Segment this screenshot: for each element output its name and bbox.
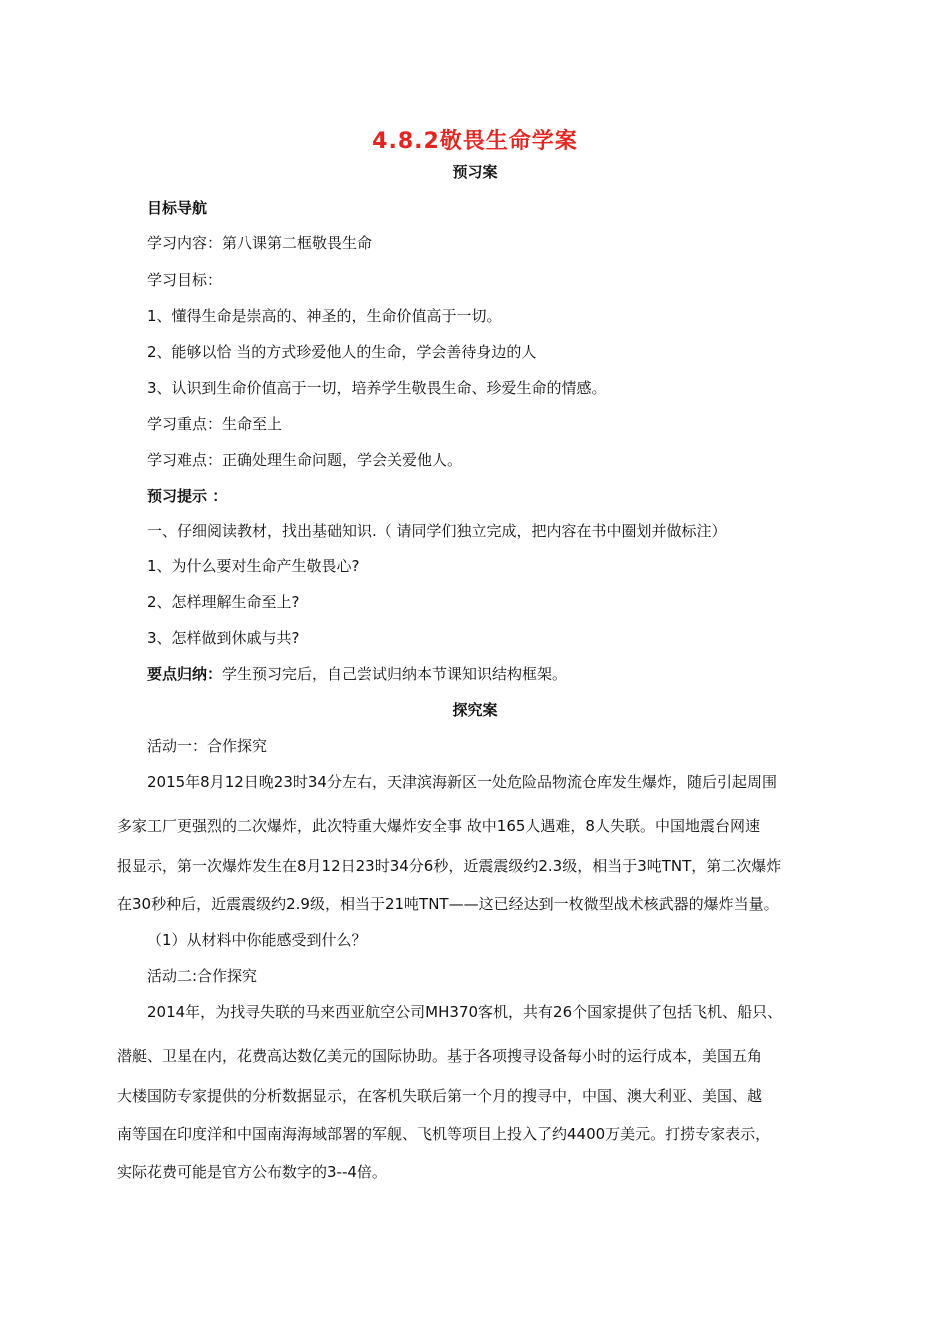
activity2-line: 南等国在印度洋和中国南海海域部署的军舰、飞机等项目上投入了约4400万美元。打捞专家表示，	[117, 1125, 771, 1143]
activity1-line: 报显示，第一次爆炸发生在8月12日23时34分6秒，近震震级约2.3级，相当于3吨TNT，第二次爆炸	[117, 857, 782, 875]
activity1-line: 在30秒种后，近震震级约2.9级，相当于21吨TNT——这已经达到一枚微型战术核武器的爆炸当量。	[117, 895, 779, 913]
activity1-question: （1）从材料中你能感受到什么？	[147, 931, 367, 949]
summary-text: 学生预习完后，自己尝试归纳本节课知识结构框架。	[222, 665, 568, 683]
study-content: 学习内容：第八课第二框敬畏生命	[147, 234, 373, 252]
goal-item: 3、认识到生命价值高于一切，培养学生敬畏生命、珍爱生命的情感。	[147, 379, 607, 397]
question-item: 3、怎样做到休戚与共?	[147, 629, 300, 647]
target-nav-heading: 目标导航	[147, 199, 208, 217]
difficult-point: 学习难点：正确处理生命问题，学会关爱他人。	[147, 451, 463, 469]
study-goal-label: 学习目标：	[147, 271, 223, 289]
goal-item: 2、能够以恰 当的方式珍爱他人的生命，学会善待身边的人	[147, 343, 537, 361]
activity2-title: 活动二:合作探究	[147, 967, 258, 985]
key-point: 学习重点：生命至上	[147, 415, 283, 433]
question-item: 2、怎样理解生命至上?	[147, 593, 300, 611]
summary-line	[147, 664, 567, 684]
activity2-line: 实际花费可能是官方公布数字的3--4倍。	[117, 1163, 387, 1181]
instruction: 一、仔细阅读教材，找出基础知识.（ 请同学们独立完成，把内容在书中圈划并做标注）	[147, 522, 727, 540]
preview-tips-heading: 预习提示 ：	[147, 487, 228, 505]
goal-item: 1、懂得生命是崇高的、神圣的，生命价值高于一切。	[147, 307, 502, 325]
question-item: 1、为什么要对生命产生敬畏心?	[147, 557, 360, 575]
summary-label: 要点归纳：	[147, 665, 223, 683]
activity2-line: 潜艇、卫星在内，花费高达数亿美元的国际协助。基于各项搜寻设备每小时的运行成本，美国五角	[117, 1047, 763, 1065]
activity2-line: 2014年，为找寻失联的马来西亚航空公司MH370客机，共有26个国家提供了包括飞机、船只、	[147, 1003, 783, 1021]
section-heading-preview: 预习案	[452, 163, 498, 181]
section-heading-explore: 探究案	[452, 701, 498, 719]
activity1-line: 2015年8月12日晚23时34分左右，天津滨海新区一处危险品物流仓库发生爆炸，随后引起周围	[147, 773, 777, 791]
activity1-line: 多家工厂更强烈的二次爆炸，此次特重大爆炸安全事 故中165人遇难，8人失联。中国地震台网速	[117, 817, 760, 835]
activity1-title: 活动一：合作探究	[147, 737, 268, 755]
activity2-line: 大楼国防专家提供的分析数据显示，在客机失联后第一个月的搜寻中，中国、澳大利亚、美国、越	[117, 1087, 763, 1105]
document-title: 4.8.2敬畏生命学案	[372, 129, 578, 154]
